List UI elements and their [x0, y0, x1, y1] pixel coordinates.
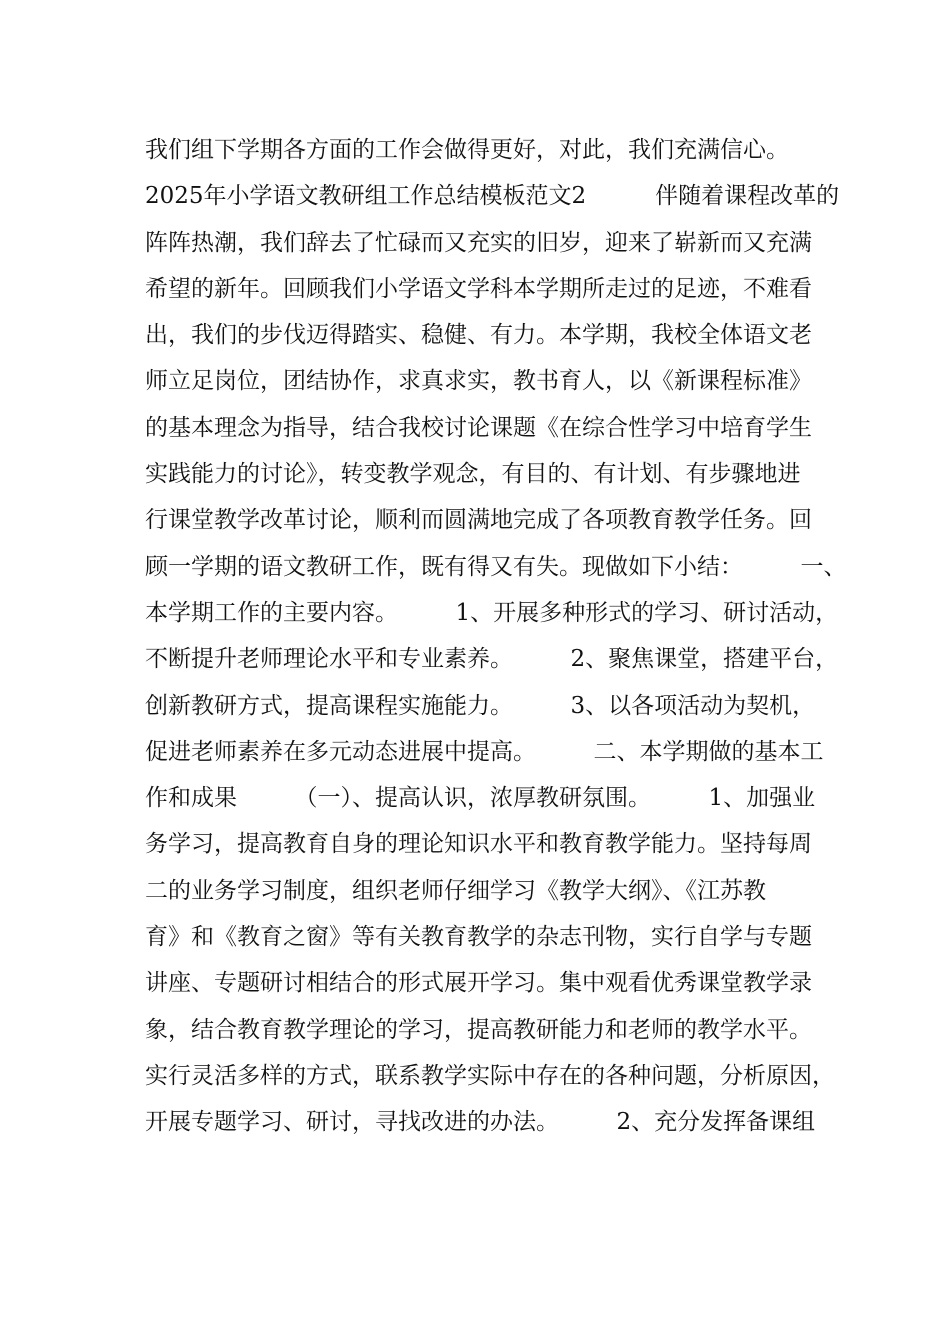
text-line: 师立足岗位，团结协作，求真求实，教书育人，以《新课程标准》: [145, 368, 812, 395]
document-body: [145, 127, 847, 1146]
text-line: 实行灵活多样的方式，联系教学实际中存在的各种问题，分析原因，: [145, 1062, 835, 1089]
text-line: 顾一学期的语文教研工作，既有得又有失。现做如下小结： 一、: [145, 553, 847, 580]
text-line: 本学期工作的主要内容。 1、开展多种形式的学习、研讨活动，: [145, 599, 839, 626]
text-line: 讲座、专题研讨相结合的形式展开学习。集中观看优秀课堂教学录: [145, 970, 812, 997]
text-line: 不断提升老师理论水平和专业素养。 2、聚焦课堂，搭建平台，: [145, 646, 839, 673]
text-line: 务学习，提高教育自身的理论知识水平和教育教学能力。坚持每周: [145, 831, 812, 858]
text-line: 二的业务学习制度，组织老师仔细学习《教学大纲》、《江苏教: [145, 877, 766, 904]
text-line: 行课堂教学改革讨论，顺利而圆满地完成了各项教育教学任务。回: [145, 507, 812, 534]
text-line: 阵阵热潮，我们辞去了忙碌而又充实的旧岁，迎来了崭新而又充满: [145, 229, 812, 256]
text-line: 开展专题学习、研讨，寻找改进的办法。 2、充分发挥备课组: [145, 1109, 816, 1136]
text-line: 的基本理念为指导，结合我校讨论课题《在综合性学习中培育学生: [145, 414, 812, 441]
text-line: 创新教研方式，提高课程实施能力。 3、以各项活动为契机，: [145, 692, 816, 719]
text-line: 实践能力的讨论》，转变教学观念，有目的、有计划、有步骤地进: [145, 461, 801, 488]
text-line: 作和成果 （一）、提高认识，浓厚教研氛围。 1、加强业: [145, 785, 816, 812]
text-line: 我们组下学期各方面的工作会做得更好，对此，我们充满信心。: [145, 137, 789, 163]
text-line: 2025年小学语文教研组工作总结模板范文2 伴随着课程改革的: [145, 183, 840, 210]
text-line: 出，我们的步伐迈得踏实、稳健、有力。本学期，我校全体语文老: [145, 322, 812, 349]
text-line: 育》和《教育之窗》等有关教育教学的杂志刊物，实行自学与专题: [145, 924, 812, 951]
text-line: 象，结合教育教学理论的学习，提高教研能力和老师的教学水平。: [145, 1016, 812, 1043]
text-line: 促进老师素养在多元动态进展中提高。 二、本学期做的基本工: [145, 738, 824, 765]
text-line: 希望的新年。回顾我们小学语文学科本学期所走过的足迹，不难看: [145, 275, 812, 302]
